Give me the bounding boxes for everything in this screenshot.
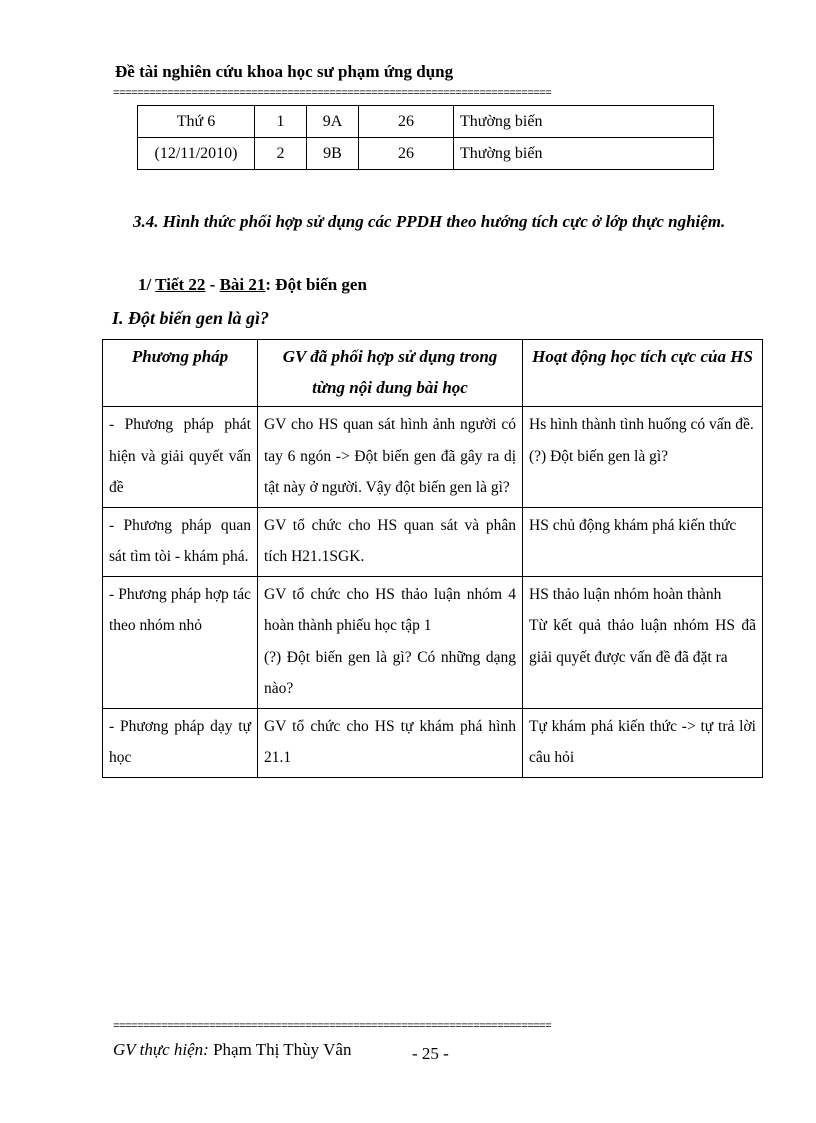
method-cell: - Phương pháp phát hiện và giải quyết vấn đề (103, 407, 258, 508)
lesson-period: Tiết 22 (155, 275, 206, 294)
part-heading: I. Đột biến gen là gì? (112, 308, 270, 328)
cell-line: GV tổ chức cho HS thảo luận nhóm 4 hoàn thành phiếu học tập 1 (264, 585, 516, 634)
document-title: Đề tài nghiên cứu khoa học sư phạm ứng dụng (115, 62, 454, 81)
table-row (103, 407, 763, 508)
table-row (138, 138, 714, 170)
lesson-prefix: 1/ (138, 275, 156, 294)
schedule-cell: (12/11/2010) (138, 138, 255, 170)
lesson-title: : Đột biến gen (265, 275, 367, 294)
cell-line: (?) Đột biến gen là gì? (529, 447, 669, 465)
column-header-teacher: GV đã phối hợp sử dụng trong từng nội dung bài học (258, 340, 523, 407)
column-header-student: Hoạt động học tích cực của HS (523, 340, 763, 407)
method-cell: - Phương pháp quan sát tìm tòi - khám phá. (103, 507, 258, 576)
schedule-cell: 9A (307, 106, 359, 138)
footer-rule: ========================================================================= (113, 1021, 552, 1033)
lesson-line (138, 275, 367, 295)
student-cell (523, 507, 763, 576)
author-name: Phạm Thị Thùy Vân (208, 1040, 352, 1059)
column-header-method: Phương pháp (103, 340, 258, 407)
schedule-cell: Thứ 6 (138, 106, 255, 138)
schedule-cell: 2 (255, 138, 307, 170)
cell-line: Từ kết quả thảo luận nhóm HS đã giải quyết được vấn đề đã đặt ra (529, 617, 756, 666)
methods-table (102, 339, 763, 778)
method-cell: - Phương pháp dạy tự học (103, 708, 258, 777)
teacher-cell (258, 708, 523, 777)
page-number: - 25 - (412, 1044, 449, 1063)
cell-line: GV tổ chức cho HS quan sát và phân tích H21.1SGK. (264, 516, 516, 565)
table-row (103, 507, 763, 576)
author-label: GV thực hiện: (113, 1040, 209, 1059)
student-cell (523, 708, 763, 777)
teacher-cell (258, 507, 523, 576)
schedule-cell: 26 (359, 106, 454, 138)
schedule-cell: 9B (307, 138, 359, 170)
table-row (103, 576, 763, 708)
teacher-cell (258, 407, 523, 508)
cell-line: GV cho HS quan sát hình ảnh người có tay 6 ngón -> Đột biến gen đã gây ra dị tật này ở người. Vậy đột biến gen là gì? (264, 416, 516, 496)
cell-line: HS chủ động khám phá kiến thức (529, 516, 737, 534)
teacher-cell (258, 576, 523, 708)
lesson-number: Bài 21 (219, 275, 266, 294)
cell-line: GV tổ chức cho HS tự khám phá hình 21.1 (264, 717, 516, 766)
cell-line: Tự khám phá kiến thức -> tự trả lời câu hỏi (529, 717, 756, 766)
student-cell (523, 407, 763, 508)
table-header-row (103, 340, 763, 407)
schedule-cell: Thường biến (454, 106, 714, 138)
cell-line: (?) Đột biến gen là gì? Có những dạng nào? (264, 648, 516, 697)
section-heading: 3.4. Hình thức phối hợp sử dụng các PPDH theo hướng tích cực ở lớp thực nghiệm. (133, 212, 726, 231)
lesson-separator: - (205, 275, 220, 294)
schedule-table (137, 105, 714, 170)
schedule-cell: 26 (359, 138, 454, 170)
method-cell: - Phương pháp hợp tác theo nhóm nhỏ (103, 576, 258, 708)
cell-line: Hs hình thành tình huống có vấn đề. (529, 416, 754, 433)
schedule-cell: Thường biến (454, 138, 714, 170)
footer-author (113, 1040, 351, 1060)
table-row (103, 708, 763, 777)
table-row (138, 106, 714, 138)
student-cell (523, 576, 763, 708)
header-rule: ========================================================================= (113, 88, 552, 100)
schedule-cell: 1 (255, 106, 307, 138)
cell-line: HS thảo luận nhóm hoàn thành (529, 585, 722, 603)
